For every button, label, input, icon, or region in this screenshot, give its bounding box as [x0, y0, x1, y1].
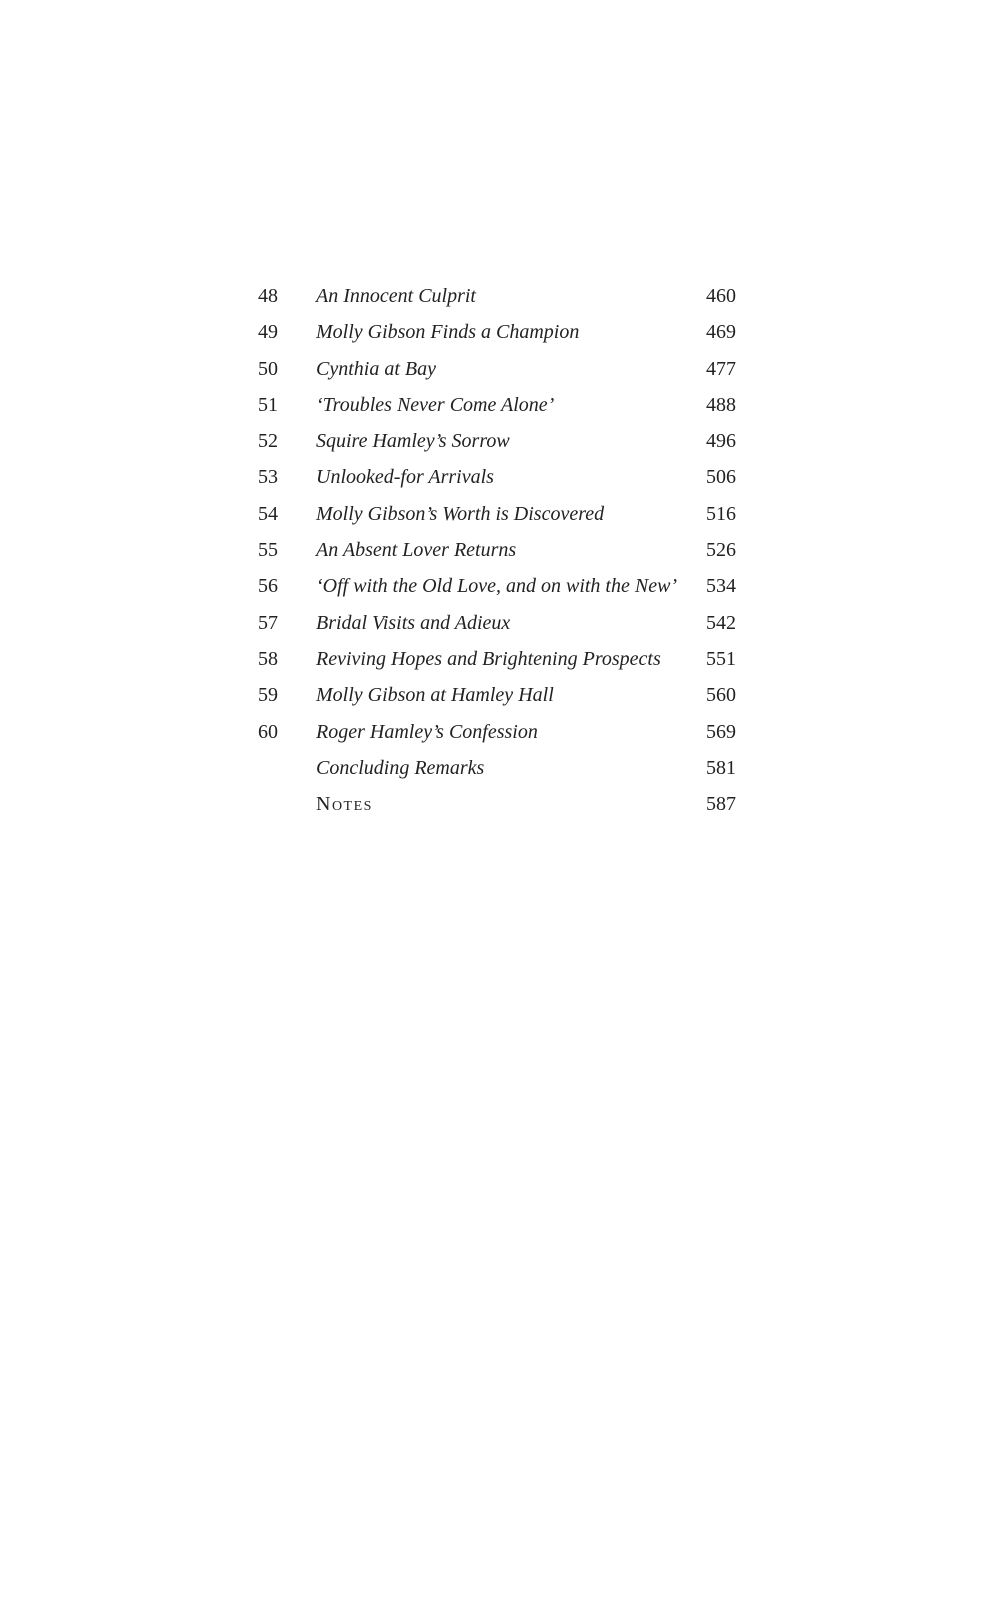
- page-number: 469: [706, 321, 736, 344]
- toc-entry-notes[interactable]: [0, 791, 1000, 827]
- toc-entry-50[interactable]: [0, 356, 1000, 392]
- chapter-number: 54: [258, 502, 278, 525]
- chapter-number: 48: [258, 285, 278, 307]
- chapter-number: 52: [258, 430, 278, 453]
- chapter-number: 51: [258, 393, 278, 416]
- toc-entry-54[interactable]: [0, 501, 1000, 537]
- chapter-title: Cynthia at Bay: [316, 357, 436, 380]
- chapter-title: An Absent Lover Returns: [316, 539, 517, 562]
- chapter-title: Unlooked-for Arrivals: [316, 466, 494, 489]
- toc-entry-concluding-remarks[interactable]: [0, 755, 1000, 791]
- page-number: 488: [706, 393, 736, 416]
- toc-entry-58[interactable]: [0, 646, 1000, 682]
- page-number: 516: [706, 502, 736, 525]
- chapter-title: Squire Hamley’s Sorrow: [316, 430, 510, 453]
- chapter-title: An Innocent Culprit: [316, 285, 476, 307]
- chapter-title: Bridal Visits and Adieux: [316, 611, 511, 634]
- page-number: 477: [706, 357, 736, 380]
- table-of-contents: [0, 283, 1000, 827]
- chapter-title: ‘Troubles Never Come Alone’: [316, 393, 555, 416]
- toc-entry-56[interactable]: [0, 573, 1000, 609]
- chapter-number: 58: [258, 647, 278, 670]
- chapter-title: Concluding Remarks: [316, 756, 485, 779]
- chapter-number: 59: [258, 684, 278, 707]
- chapter-title: Reviving Hopes and Brightening Prospects: [316, 647, 661, 670]
- chapter-number: 56: [258, 575, 278, 598]
- toc-entry-60[interactable]: [0, 719, 1000, 755]
- page-number: 534: [706, 575, 736, 598]
- chapter-number: 57: [258, 611, 278, 634]
- toc-entry-48[interactable]: [0, 283, 1000, 319]
- chapter-title: Molly Gibson Finds a Champion: [316, 321, 580, 344]
- toc-entry-59[interactable]: [0, 682, 1000, 718]
- toc-entry-57[interactable]: [0, 610, 1000, 646]
- toc-entry-51[interactable]: [0, 392, 1000, 428]
- page-number: 560: [706, 684, 736, 707]
- chapter-number: 50: [258, 357, 278, 380]
- page-number: 506: [706, 466, 736, 489]
- page-number: 526: [706, 539, 736, 562]
- page-number: 587: [706, 793, 736, 816]
- page-number: 542: [706, 611, 736, 634]
- chapter-title: Roger Hamley’s Confession: [316, 720, 538, 743]
- page-number: 460: [706, 285, 736, 307]
- toc-entry-53[interactable]: [0, 464, 1000, 500]
- chapter-title: ‘Off with the Old Love, and on with the New’: [316, 575, 678, 598]
- chapter-title: Notes: [316, 793, 373, 816]
- chapter-number: 53: [258, 466, 278, 489]
- chapter-number: 55: [258, 539, 278, 562]
- page-number: 569: [706, 720, 736, 743]
- toc-entry-55[interactable]: [0, 537, 1000, 573]
- page-number: 551: [706, 647, 736, 670]
- page-number: 581: [706, 756, 736, 779]
- toc-entry-52[interactable]: [0, 428, 1000, 464]
- toc-entry-49[interactable]: [0, 319, 1000, 355]
- chapter-title: Molly Gibson at Hamley Hall: [316, 684, 554, 707]
- chapter-number: 49: [258, 321, 278, 344]
- chapter-number: 60: [258, 720, 278, 743]
- chapter-title: Molly Gibson’s Worth is Discovered: [316, 502, 605, 525]
- page-number: 496: [706, 430, 736, 453]
